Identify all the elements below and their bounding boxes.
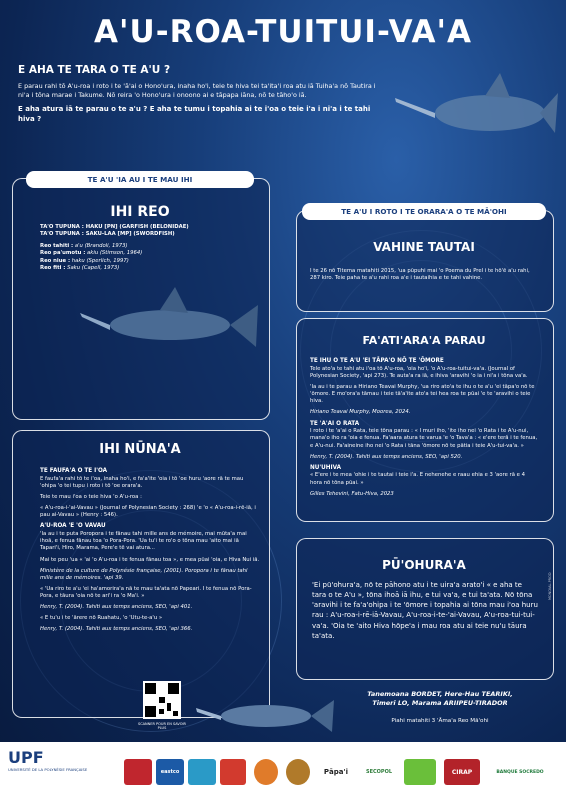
event-line: Piahi matahiti 3 'Āma'a Reo Mā'ohi [391, 718, 489, 724]
body-text: « A'u-roa-i-'ai-Vavau » (Journal of Polynesian Society : 268) 'e 'o « A'u-roa-i-rē-iā, i pau ai-Vavau » (Henry : 546). [40, 505, 256, 519]
vertical-credit: MONDIAL.PROD [548, 572, 552, 600]
body-text: « E'ere i te mea 'ohie i te tautai i teie i'a. E nehenehe e raau ehia e 3 'aore rā e 4 hora nō tōna pūai. » [310, 472, 525, 486]
body-text: 'Ia au i te puta Poropora i te fānau tahi mille ans de mémoire, mai mūta'a mai ihoā, e fenua fānau toa 'o Pora-Pora. 'Ua tu'i te ro'o o tōna mau 'aito mai iā Tapari'i, Hiro, Marama, Pere'e tē vai atura... [40, 531, 247, 552]
intro-question: E aha atura iā te parau o te a'u ? E aha te tumu i topahia ai te i'oa o teie i'a i ni'a i te tahi hiva ? [18, 105, 371, 123]
swordfish-image [390, 58, 560, 168]
body-text: « 'Ua riro te a'u 'ei ha'amorira'a nā te mau ta'ata nō Papeari. I te fenua nō Pora-Pora, e tāura 'oia nō te ari'i ra 'o Ma'i. » [40, 585, 252, 600]
reo-name-row: Reo tahiti : a'u (Brandoli, 1973) [40, 243, 128, 250]
secopol-logo: SECOPOL [362, 759, 396, 785]
sub-heading: A'U-ROA 'E 'O VAVAU [40, 523, 106, 530]
intro-heading: E AHA TE TARA O TE A'U ? [18, 64, 171, 76]
authors-line: Tanemoana BORDET, Here-Hau TEARIKI, [367, 690, 513, 698]
reo-name-row: Reo pa'umotu : akiu (Stimson, 1964) [40, 250, 143, 257]
sub-heading: TE 'A'AI O RATA [310, 420, 360, 427]
body-text: Teie te mau i'oa o teie hiva 'o A'u-roa : [40, 493, 142, 500]
body-text: Mai te peu 'ua « 'ai 'o A'u-roa i te fenua fānau toa », e mea pūai 'oia, e Hiva Nui iā. [40, 556, 260, 563]
cirap-logo: CIRAP [444, 759, 480, 785]
citation: Hiriano Teavai Murphy, Moorea, 2024. [310, 409, 411, 416]
poster-title: A'U-ROA-TUITUI-VA'A [94, 14, 472, 50]
sponsor-logo [254, 759, 278, 785]
qr-caption: SCANNER POUR EN SAVOIR PLUS [138, 722, 186, 730]
body-text: 'Ei pū'ohura'a, nō te pāhono atu i te uira'a arato'i « e aha te tara o te A'u », tōna ihoā iā ihu, e tui va'a, e tui ta'ata. Nō tōna 'aravihi i te fa'a'ohipa i te 'ōmore i topahia ai tōna mau i'oa huru rau : A'u-roa-i-rē-iā-Vavau, A'u-roa-i-te-'ai-Vavau, A'u-roa-tui-tui-va'a. 'Oia te 'aito Hiva hōpe'a i mau roa atu ai teie nu'u tāura ta'ata. [312, 581, 538, 640]
tupuna-line: TA'O TUPUNA : SAKU-LAA [MP] (SWORDFISH) [40, 231, 175, 238]
sub-heading: TE IHU O TE A'U 'EI TĀPA'O NŌ TE 'ŌMORE [310, 358, 444, 364]
sponsor-logo [286, 759, 310, 785]
sponsor-logo [124, 759, 152, 785]
reo-name-row: Reo niue : haku (Sperlich, 1997) [40, 257, 129, 264]
faatiaraa-parau-title: FA'ATI'ARA'A PARAU [362, 334, 486, 347]
body-text: I te 26 nō Titema matahiti 2015, 'ua pūpuhi mai 'o Poema du Prel i te hō'ē a'u rahi, 287 kiro. Teie paha te a'u rahi roa a'e i tautaihia e te tahi vahine. [310, 268, 530, 282]
marlin-image [80, 285, 260, 365]
vahine-tautai-title: VAHINE TAUTAI [373, 240, 475, 254]
qr-code[interactable] [143, 681, 181, 719]
papai-logo: Pāpa'i [320, 759, 352, 785]
sponsor-logo [220, 759, 246, 785]
reo-name-row: Reo fiti : Saku (Capell, 1973) [40, 264, 120, 271]
sponsor-logo [404, 759, 436, 785]
body-text: 'Ia au i te parau a Hiriano Teavai Murphy, 'ua riro ato'a te ihu o te a'u 'ei tāpa'o nō te 'ōmore. E mo'ora'a tāmau i teie tā'a'ite ato'a tei hea roa te pūai 'e te 'aravihi o teie hiva. [310, 383, 535, 405]
citation: Henry, T. (2004). Tahiti aux temps anciens, SEO, 'api 401. [40, 604, 193, 611]
ihi-reo-title: IHI REO [110, 204, 170, 220]
sub-heading: NU'UHIVA [310, 464, 342, 471]
citation: Henry, T. (2004). Tahiti aux temps anciens, SEO, 'api 366. [40, 626, 193, 633]
body-text: I roto i te 'a'ai o Rata, teie tōna parau : « I muri iho, 'ite iho nei 'o Rata i te A'u-nui, mana'o iho ra 'oia e fenua. Fa'aara atura te varua 'e 'o Tava'a : « e'ere terā i te fenua, e A'u-nui. Fa'aineine iho nei 'o Rata i tāna 'ōmore nō te pātia i teie A'u-tui-va'a. » [310, 428, 538, 449]
body-text: Tele ato'a te tahi atu i'oa tō A'u-roa, 'oia ho'i, 'o A'u-roa-tuitui-va'a. (Journal of Polynesian Society, 'api 273). Te auta'a ra iā, e ihiva 'aravihi 'o ia i ni'a i tōna va'a. [310, 365, 528, 379]
panel-tab-ihi: TE A'U 'IA AU I TE MAU IHI [26, 171, 254, 188]
panel-tab-orara: TE A'U I ROTO I TE ORARA'A O TE MĀ'OHI [302, 203, 546, 220]
body-text: E faufa'a rahi tō te i'oa, inaha ho'i, e fa'a'ite 'oia i tō 'oe huru 'aore rā te mau 'ohipa 'o tei tupu i roto i tō 'oe orara'a. [40, 475, 244, 489]
ihi-nunaa-title: IHI NŪNA'A [99, 442, 181, 457]
puohuraa-title: PŪ'OHURA'A [382, 558, 466, 572]
fisherman-image [196, 686, 336, 742]
vahine-tautai-panel [296, 210, 554, 312]
citation: Ministère de la culture de Polynésie française, (2001). Poropora i te fānau tahi mille ans de mémoires. 'api 39. [40, 567, 248, 581]
authors-line: Timeri LO, Marama ARIIPEU-TIRADOR [372, 699, 508, 708]
intro-paragraph: E parau rahi tō A'u-roa i roto i te 'ā'ai o Hono'ura, inaha ho'i, teie te hiva tei ta'ita'i roa atu iā Tuiha'a nō Tautira i ni'a i tōna marae i Takume. Nō reira 'o Hono'ura i onoono ai e tāpapa iāna, nō te tāho'o iā. [18, 82, 376, 99]
tupuna-line: TA'O TUPUNA : HAKU [PN] (GARFISH (BELONIDAE) [40, 224, 189, 230]
citation: Henry, T. (2004). Tahiti aux temps anciens, SEO, 'api 520. [310, 453, 463, 460]
eastco-logo: eastco [156, 759, 184, 785]
sponsor-logos-bar [0, 742, 566, 800]
body-text: « E tu'u i te 'ārere nō Ruahatu, 'o 'Utu-te-a'u » [40, 615, 163, 622]
sub-heading: TE FAUFA'A O TE I'OA [40, 468, 108, 474]
sponsor-logo [188, 759, 216, 785]
socredo-logo: BANQUE SOCREDO [490, 759, 550, 785]
upf-logo: UPF UNIVERSITÉ DE LA POLYNÉSIE FRANÇAISE [8, 748, 88, 772]
citation: Gilles Tehevini, Fatu-Hiva, 2023 [310, 490, 394, 497]
